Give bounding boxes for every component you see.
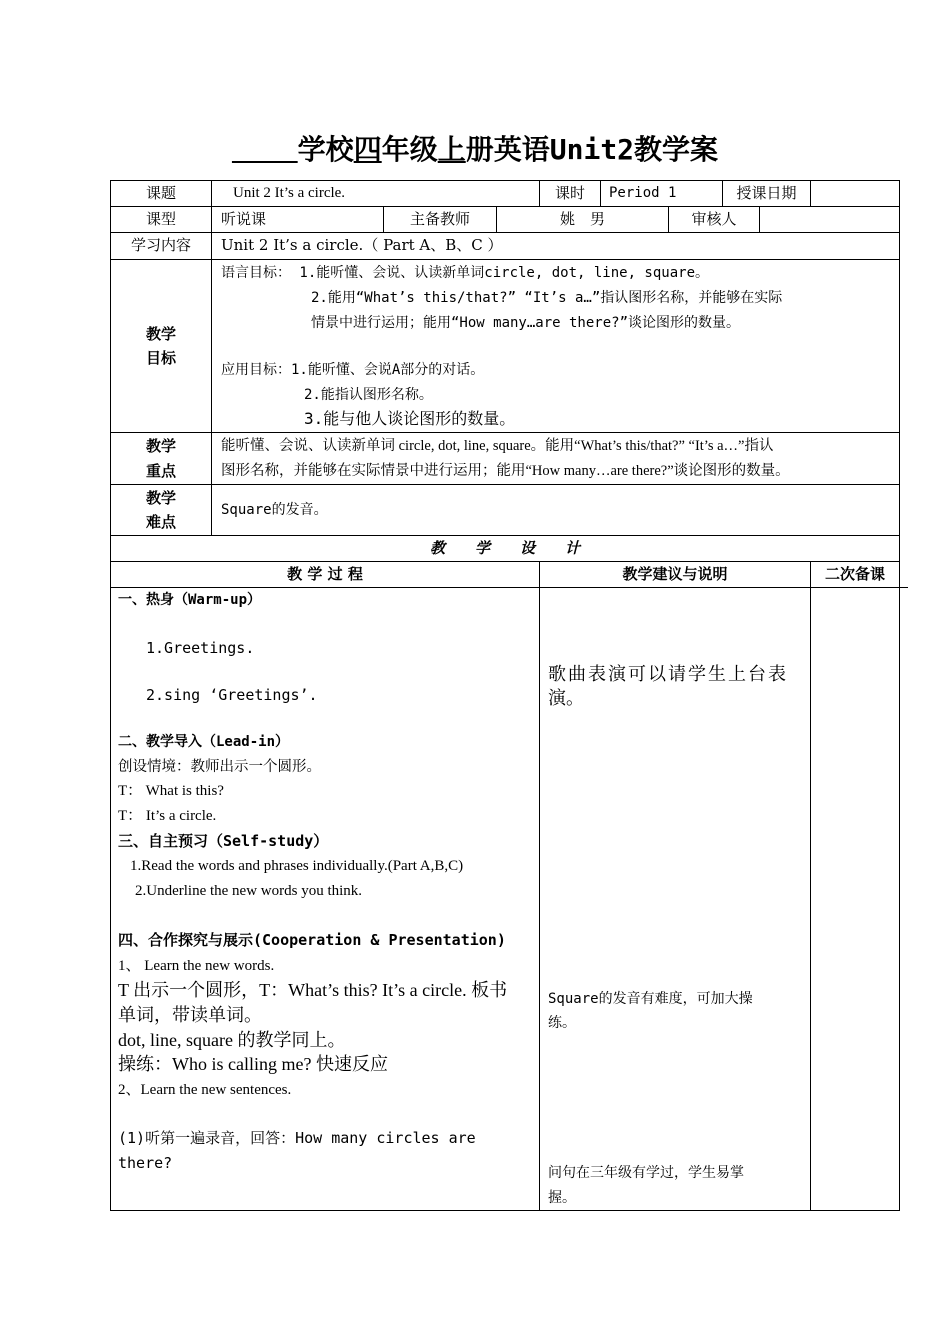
cooperation-line-2a: T 出示一个圆形，T：What’s this? It’s a circle. 板书 bbox=[118, 980, 508, 1000]
section-lead-in: 二、教学导入（Lead-in） bbox=[118, 734, 290, 750]
goal-language-1: 语言目标： 1.能听懂、会说、认读新单词circle, dot, line, square。 bbox=[221, 265, 710, 281]
label-column-divider bbox=[211, 180, 212, 535]
suggestion-3-line-2: 握。 bbox=[548, 1190, 576, 1206]
row-divider bbox=[110, 432, 900, 433]
goal-application-1: 应用目标：1.能听懂、会说A部分的对话。 bbox=[221, 362, 485, 378]
lead-in-line-2: T： It’s a circle. bbox=[118, 808, 217, 824]
suggestion-1-line-2: 演。 bbox=[548, 688, 584, 709]
title-grade-suffix: 年级 bbox=[381, 133, 438, 166]
goals-label-1: 教学 bbox=[145, 325, 176, 343]
goals-label-2: 目标 bbox=[145, 349, 176, 367]
teacher-value: 姚 男 bbox=[559, 210, 605, 228]
suggestion-column-header: 教学建议与说明 bbox=[622, 565, 728, 583]
col-divider bbox=[810, 561, 811, 1211]
row-divider bbox=[110, 484, 900, 485]
title-rest: 册英语 bbox=[465, 133, 550, 166]
title-blank bbox=[232, 133, 298, 166]
section-self-study: 三、自主预习（Self-study） bbox=[118, 832, 329, 850]
content-label: 学习内容 bbox=[130, 236, 191, 254]
goal-language-3: 情景中进行运用；能用“How many…are there?”谈论图形的数量。 bbox=[311, 315, 741, 331]
process-column-header: 教 学 过 程 bbox=[287, 565, 363, 583]
title-term: 上 bbox=[437, 133, 466, 166]
type-label: 课型 bbox=[145, 210, 176, 228]
section-cooperation: 四、合作探究与展示(Cooperation & Presentation) bbox=[118, 931, 506, 949]
goal-application-2: 2.能指认图形名称。 bbox=[304, 387, 433, 403]
design-header: 教 学 设 计 bbox=[429, 539, 580, 557]
title-unit: Unit2 bbox=[549, 133, 635, 166]
difficulty-label-2: 难点 bbox=[145, 513, 176, 531]
topic-value: Unit 2 It’s a circle. bbox=[233, 185, 346, 201]
cooperation-line-4: 操练：Who is calling me? 快速反应 bbox=[118, 1054, 388, 1074]
suggestion-1-line-1: 歌曲表演可以请学生上台表 bbox=[548, 664, 788, 685]
cooperation-line-2b: 单词，带读单词。 bbox=[118, 1005, 262, 1026]
period-value: Period 1 bbox=[609, 185, 677, 201]
warm-up-step-2: 2.sing ‘Greetings’. bbox=[146, 686, 318, 704]
title-school: 学校 bbox=[297, 133, 354, 166]
date-label: 授课日期 bbox=[736, 184, 797, 202]
suggestion-3-line-1: 问句在三年级有学过，学生易掌 bbox=[548, 1165, 744, 1181]
topic-label: 课题 bbox=[145, 184, 176, 202]
period-label: 课时 bbox=[554, 184, 585, 202]
title-doc: 教学案 bbox=[634, 133, 719, 166]
col-divider bbox=[600, 180, 601, 207]
cooperation-step-1: 1、 Learn the new words. bbox=[118, 958, 275, 974]
reviewer-label: 审核人 bbox=[691, 210, 737, 228]
goal-language-2: 2.能用“What’s this/that?” “It’s a…”指认图形名称，并能够在实际 bbox=[311, 290, 783, 306]
title-grade: 四 bbox=[353, 133, 382, 166]
focus-text-1: 能听懂、会说、认读新单词 circle, dot, line, square。能用“What’s this/that?” “It’s a…”指认 bbox=[221, 438, 774, 454]
focus-label-1: 教学 bbox=[145, 437, 176, 455]
teacher-label: 主备教师 bbox=[409, 210, 470, 228]
table-border-right bbox=[899, 180, 900, 1211]
focus-text-2: 图形名称，并能够在实际情景中进行运用；能用“How many…are there?”谈论图形的数量。 bbox=[221, 463, 790, 479]
lead-in-line-1: T： What is this? bbox=[118, 783, 224, 799]
focus-label-2: 重点 bbox=[145, 462, 176, 480]
cooperation-line-6b: there? bbox=[118, 1154, 173, 1172]
document-title bbox=[0, 128, 950, 172]
suggestion-2-line-1: Square的发音有难度，可加大操 bbox=[548, 991, 753, 1007]
cooperation-line-6a: (1)听第一遍录音，回答：How many circles are bbox=[118, 1129, 476, 1147]
second-prep-column-header: 二次备课 bbox=[824, 565, 885, 583]
difficulty-label-1: 教学 bbox=[145, 489, 176, 507]
self-study-step-1: 1.Read the words and phrases individually.(Part A,B,C) bbox=[130, 858, 464, 874]
lead-in-scenario: 创设情境：教师出示一个圆形。 bbox=[118, 759, 321, 775]
table-border-bottom bbox=[110, 1210, 900, 1211]
row-divider bbox=[110, 259, 900, 260]
col-divider bbox=[539, 561, 540, 1211]
warm-up-step-1: 1.Greetings. bbox=[146, 639, 255, 657]
cooperation-line-3: dot, line, square 的教学同上。 bbox=[118, 1030, 346, 1050]
goal-application-3: 3.能与他人谈论图形的数量。 bbox=[304, 409, 516, 428]
section-warm-up: 一、热身（Warm-up） bbox=[118, 592, 262, 608]
type-value: 听说课 bbox=[221, 210, 267, 228]
self-study-step-2: 2.Underline the new words you think. bbox=[135, 883, 363, 899]
cooperation-step-2: 2、Learn the new sentences. bbox=[118, 1082, 292, 1098]
suggestion-2-line-2: 练。 bbox=[548, 1015, 576, 1031]
difficulty-text: Square的发音。 bbox=[221, 502, 328, 518]
col-divider bbox=[759, 206, 760, 233]
content-value: Unit 2 It’s a circle.（ Part A、B、C ） bbox=[221, 236, 503, 254]
col-divider bbox=[810, 180, 811, 207]
